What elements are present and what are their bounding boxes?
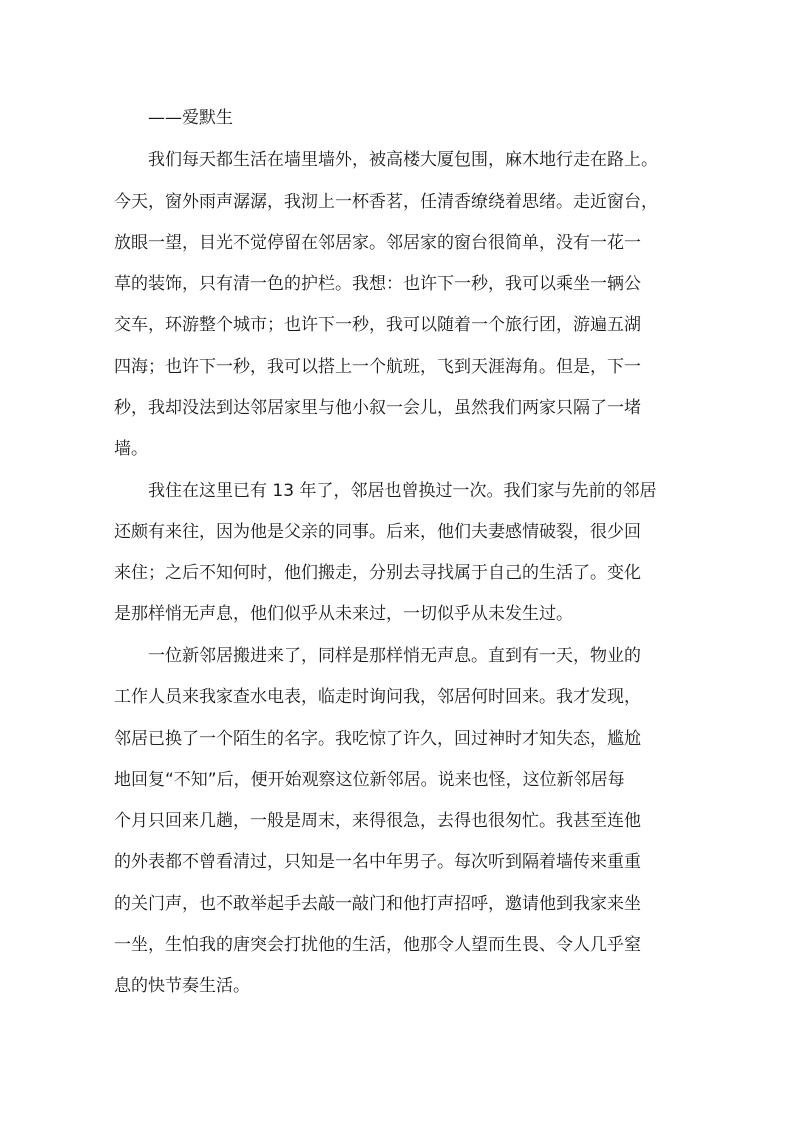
paragraph-1-line-2: 今天，窗外雨声潺潺，我沏上一杯香茗，任清香缭绕着思绪。走近窗台，: [114, 192, 658, 212]
paragraph-1-line-7: 秒，我却没法到达邻居家里与他小叙一会儿，虽然我们两家只隔了一堵: [114, 398, 641, 418]
paragraph-1-line-8: 墙。: [114, 439, 148, 459]
paragraph-3-line-9: 息的快节奏生活。: [114, 976, 250, 996]
paragraph-1-line-6: 四海；也许下一秒，我可以搭上一个航班，飞到天涯海角。但是，下一: [114, 357, 641, 377]
paragraph-1-line-4: 草的装饰，只有清一色的护栏。我想：也许下一秒，我可以乘坐一辆公: [114, 274, 641, 294]
paragraph-1-line-5: 交车，环游整个城市；也许下一秒，我可以随着一个旅行团，游遍五湖: [114, 315, 641, 335]
paragraph-3-line-5: 个月只回来几趟，一般是周末，来得很急，去得也很匆忙。我甚至连他: [114, 811, 641, 831]
paragraph-3-line-4: 地回复“不知”后，便开始观察这位新邻居。说来也怪，这位新邻居每: [114, 770, 625, 790]
paragraph-2-line-1: 我住在这里已有 13 年了，邻居也曾换过一次。我们家与先前的邻居: [148, 481, 657, 501]
paragraph-2-line-2: 还颇有来往，因为他是父亲的同事。后来，他们夫妻感情破裂，很少回: [114, 522, 641, 542]
paragraph-3-line-6: 的外表都不曾看清过，只知是一名中年男子。每次听到隔着墙传来重重: [114, 852, 641, 872]
paragraph-3-line-8: 一坐，生怕我的唐突会打扰他的生活，他那令人望而生畏、令人几乎窒: [114, 935, 641, 955]
paragraph-3-line-7: 的关门声，也不敢举起手去敲一敲门和他打声招呼，邀请他到我家来坐: [114, 894, 641, 914]
paragraph-1-line-3: 放眼一望，目光不觉停留在邻居家。邻居家的窗台很简单，没有一花一: [114, 233, 641, 253]
attribution: ——爱默生: [148, 108, 233, 128]
paragraph-3-line-2: 工作人员来我家查水电表，临走时询问我，邻居何时回来。我才发现，: [114, 687, 641, 707]
paragraph-2-line-4: 是那样悄无声息，他们似乎从未来过，一切似乎从未发生过。: [114, 604, 573, 624]
paragraph-3-line-1: 一位新邻居搬进来了，同样是那样悄无声息。直到有一天，物业的: [148, 646, 641, 666]
paragraph-1-line-1: 我们每天都生活在墙里墙外，被高楼大厦包围，麻木地行走在路上。: [148, 150, 658, 170]
paragraph-2-line-3: 来住；之后不知何时，他们搬走，分别去寻找属于自己的生活了。变化: [114, 563, 641, 583]
paragraph-3-line-3: 邻居已换了一个陌生的名字。我吃惊了许久，回过神时才知失态，尴尬: [114, 729, 641, 749]
